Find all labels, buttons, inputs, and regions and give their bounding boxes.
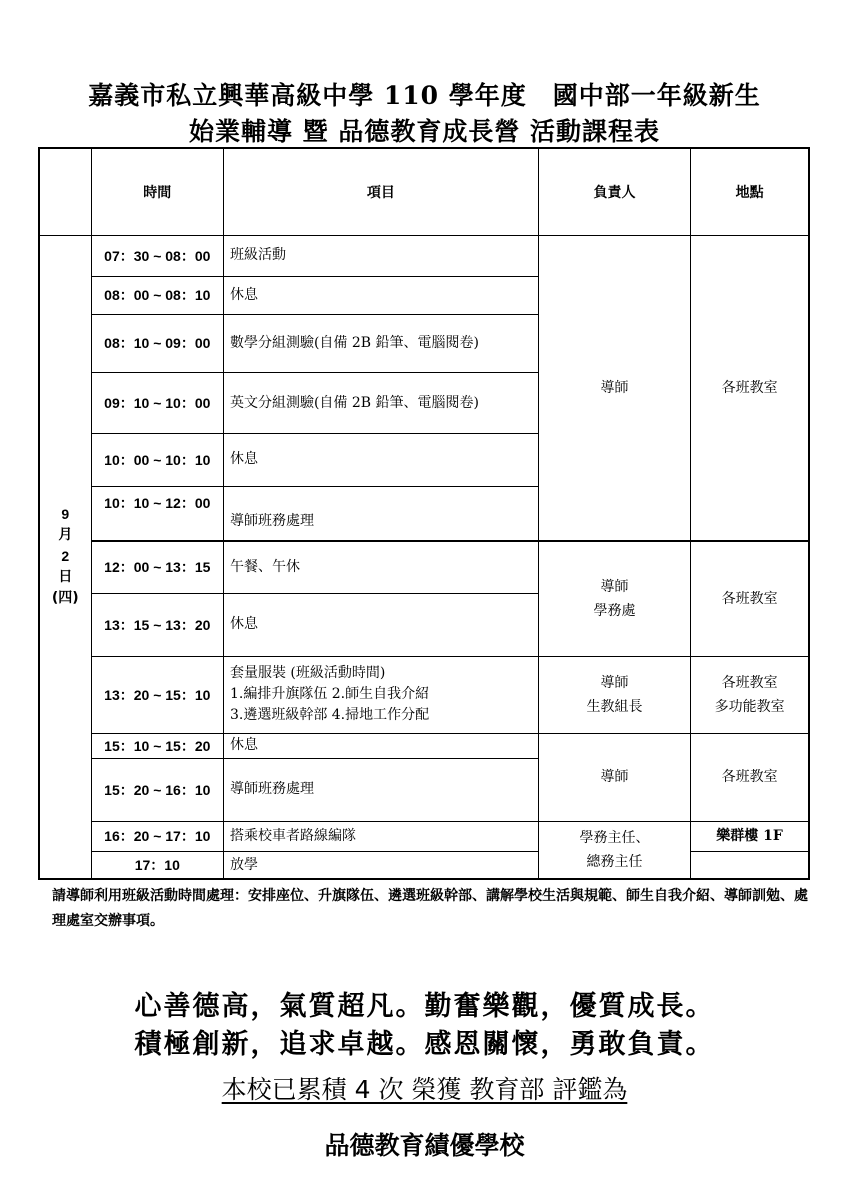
place-cell (691, 235, 809, 541)
item-cell: 英文分組測驗(自備 2B 鉛筆、電腦閱卷) (223, 373, 538, 434)
place-name: 樂群樓 1F (716, 828, 783, 845)
person-cell (538, 821, 690, 879)
person-name: 導師 (600, 769, 629, 786)
item-cell: 導師班務處理 (223, 758, 538, 821)
time-cell: 15：10 ~ 15：20 (91, 733, 223, 758)
person-cell (538, 541, 690, 656)
time-cell: 12：00 ~ 13：15 (91, 541, 223, 594)
table-header-row (39, 148, 809, 235)
item-line: 3.遴選班級幹部 4.掃地工作分配 (229, 707, 430, 724)
place-cell (691, 656, 809, 733)
person-name: 導師 (600, 379, 629, 396)
item-line: 套量服裝 (班級活動時間) (229, 665, 386, 682)
place-name: 各班教室 (721, 674, 778, 691)
time-cell: 09：10 ~ 10：00 (91, 373, 223, 434)
page-title-line1: 嘉義市私立興華高級中學 110 學年度 國中部一年級新生 (88, 81, 761, 110)
time-cell: 16：20 ~ 17：10 (91, 821, 223, 851)
item-cell: 班級活動 (223, 235, 538, 277)
table-row (39, 821, 809, 851)
place-cell (691, 821, 809, 851)
person-name: 導師 (600, 578, 629, 595)
award-text: 本校已累積 4 次 榮獲 教育部 評鑑為 (221, 1075, 628, 1104)
motto-line2: 積極創新，追求卓越。感恩關懷，勇敢負責。 (134, 1029, 715, 1060)
header-time: 時間 (91, 148, 223, 235)
table-row (39, 235, 809, 277)
item-cell: 休息 (223, 733, 538, 758)
date-day-number: 2 (61, 548, 70, 565)
time-cell: 08：00 ~ 08：10 (91, 277, 223, 314)
date-month-number: 9 (61, 506, 70, 523)
time-cell: 08：10 ~ 09：00 (91, 314, 223, 373)
person-name: 學務處 (593, 602, 636, 619)
person-cell (538, 733, 690, 821)
item-cell: 放學 (223, 852, 538, 879)
place-cell (691, 733, 809, 821)
place-name: 多功能教室 (714, 698, 785, 715)
place-name: 各班教室 (721, 590, 778, 607)
item-cell: 導師班務處理 (223, 486, 538, 541)
item-cell: 午餐、午休 (223, 541, 538, 594)
place-name: 各班教室 (721, 769, 778, 786)
award-line2: 品德教育績優學校 (324, 1131, 525, 1160)
person-name: 學務主任、 (579, 829, 650, 846)
page-title-line2: 始業輔導 暨 品德教育成長營 活動課程表 (188, 117, 661, 146)
date-month-unit: 月 (58, 527, 73, 544)
item-cell (223, 656, 538, 733)
item-cell: 搭乘校車者路線編隊 (223, 821, 538, 851)
table-row (39, 541, 809, 594)
time-cell: 10：10 ~ 12：00 (91, 486, 223, 541)
header-place: 地點 (691, 148, 809, 235)
table-row (39, 733, 809, 758)
table-row (39, 656, 809, 733)
header-date (39, 148, 91, 235)
time-cell: 17：10 (91, 852, 223, 879)
award-line1 (0, 1070, 849, 1106)
time-cell: 07：30 ~ 08：00 (91, 235, 223, 277)
table-row (39, 852, 809, 879)
date-day-unit: 日 (58, 569, 73, 586)
item-cell: 休息 (223, 593, 538, 656)
person-name: 總務主任 (586, 853, 643, 870)
teacher-note: 請導師利用班級活動時間處理：安排座位、升旗隊伍、遴選班級幹部、講解學校生活與規範、師生自我介紹、導師訓勉、處理處室交辦事項。 (52, 888, 808, 929)
place-name: 各班教室 (721, 379, 778, 396)
place-cell (691, 541, 809, 656)
time-cell: 10：00 ~ 10：10 (91, 433, 223, 486)
item-cell: 休息 (223, 433, 538, 486)
item-line: 1.編排升旗隊伍 2.師生自我介紹 (229, 686, 430, 703)
date-cell (39, 235, 91, 879)
person-name: 生教組長 (586, 698, 643, 715)
time-cell: 13：15 ~ 13：20 (91, 593, 223, 656)
person-cell (538, 656, 690, 733)
header-person: 負責人 (538, 148, 690, 235)
time-cell: 13：20 ~ 15：10 (91, 656, 223, 733)
header-item: 項目 (223, 148, 538, 235)
time-cell: 15：20 ~ 16：10 (91, 758, 223, 821)
schedule-table (38, 147, 810, 880)
item-cell: 數學分組測驗(自備 2B 鉛筆、電腦閱卷) (223, 314, 538, 373)
person-name: 導師 (600, 674, 629, 691)
date-weekday: (四) (51, 590, 79, 607)
place-cell (691, 852, 809, 879)
motto-line1: 心善德高，氣質超凡。勤奮樂觀，優質成長。 (134, 991, 715, 1022)
person-cell (538, 235, 690, 541)
item-cell: 休息 (223, 277, 538, 314)
